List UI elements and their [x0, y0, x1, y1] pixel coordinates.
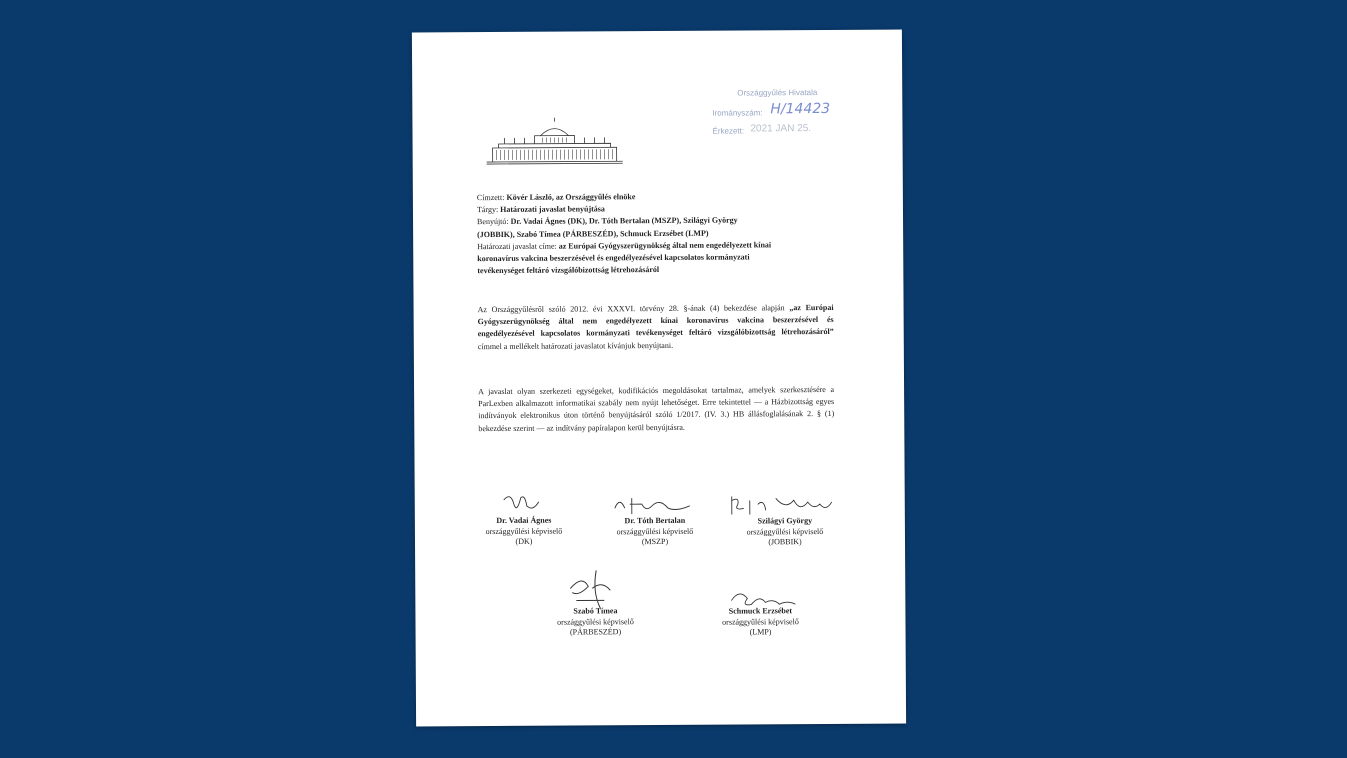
p1-title: „az Európai Gyógyszerügynökség által nem engedélyezett kínai koronavírus vakcina beszerzésével és engedélyezésével kapcsolatos kormányzati tevékenységet feltáró vizsgálóbizottság létrehozásáról” [477, 302, 834, 339]
signatory-name: Szilágyi György [757, 516, 813, 526]
subject-label: Tárgy: [476, 205, 499, 215]
title-line2: koronavírus vakcina beszerzésével és engedélyezésével kapcsolatos kormányzati [477, 252, 750, 264]
signatory-party: (JOBBIK) [768, 537, 802, 547]
document-page [412, 30, 906, 727]
title-label: Határozati javaslat címe: [477, 241, 557, 251]
stamp-registration-number: H/14423 [770, 100, 831, 118]
parliament-building-logo [484, 117, 624, 166]
signatory-name: Dr. Vadai Ágnes [496, 515, 552, 525]
stamp-office: Országgyűlés Hivatala [737, 88, 818, 98]
registration-stamp [712, 88, 842, 136]
signatory-name: Szabó Tímea [573, 606, 618, 616]
signatory-name: Dr. Tóth Bertalan [624, 515, 686, 526]
stamp-received-date: 2021 JAN 25. [750, 123, 812, 135]
signature-block [695, 606, 825, 638]
signatory-name: Schmuck Erzsébet [728, 606, 793, 616]
stamp-registration-label: Irományszám: [712, 108, 763, 118]
handwritten-signature [590, 490, 720, 523]
handwritten-signature [720, 490, 850, 523]
signature-block [590, 516, 720, 548]
signatory-role: országgyűlési képviselő [485, 526, 563, 536]
addressee-label: Címzett: [476, 192, 505, 203]
p1-end: címmel a mellékelt határozati javaslatot kívánjuk benyújtani. [477, 340, 674, 351]
signatory-role: országgyűlési képviselő [722, 616, 799, 627]
signatory-party: (PÁRBESZÉD) [569, 627, 622, 637]
signature-block [720, 516, 850, 548]
paragraph-submission-note: A javaslat olyan szerkezeti egységeket, kodifikációs megoldásokat tartalmaz, amelyek szerkesztésére a ParLexben alkalmazott informatikai szabály nem nyújt lehetőséget. Erre tekintettel — a Házbizottság egyes indítványok elektronikus úton történő benyújtásáról szóló 1/2017. (IV. 3.) HB állásfoglalásának 2. § (1) bekezdése szerint — az indítvány papíralapon kerül benyújtásra. [478, 384, 835, 433]
signature-block [459, 515, 589, 547]
submitters-line1: Dr. Vadai Ágnes (DK), Dr. Tóth Bertalan (MSZP), Szilágyi György [510, 215, 738, 227]
signatory-party: (LMP) [749, 627, 772, 637]
handwritten-signature [695, 580, 825, 613]
signatory-party: (DK) [515, 536, 533, 546]
letter-header [477, 190, 843, 278]
signatory-role: országgyűlési képviselő [557, 616, 634, 627]
submitters-line2: (JOBBIK), Szabó Tímea (PÁRBESZÉD), Schmuck Erzsébet (LMP) [477, 228, 709, 239]
signatory-role: országgyűlési képviselő [746, 526, 824, 536]
handwritten-signature [459, 489, 589, 522]
signature-block [530, 606, 660, 638]
signatory-role: országgyűlési képviselő [616, 526, 694, 536]
handwritten-signature [530, 566, 660, 611]
subject: Határozati javaslat benyújtása [500, 204, 605, 215]
title-line1: az Európai Gyógyszerügynökség által nem engedélyezett kínai [558, 240, 772, 251]
paragraph-legal-basis [478, 302, 834, 353]
title-line3: tevékenységet feltáró vizsgálóbizottság létrehozásáról [477, 265, 660, 276]
p1-start: Az Országgyűlésről szóló 2012. évi XXXVI. törvény 28. §-ának (4) bekezdése alapján [477, 303, 785, 315]
submitters-label: Benyújtó: [477, 217, 509, 227]
signatory-party: (MSZP) [641, 536, 669, 547]
stamp-received-label: Érkezett: [712, 126, 745, 136]
addressee: Kövér László, az Országgyűlés elnöke [506, 192, 636, 202]
